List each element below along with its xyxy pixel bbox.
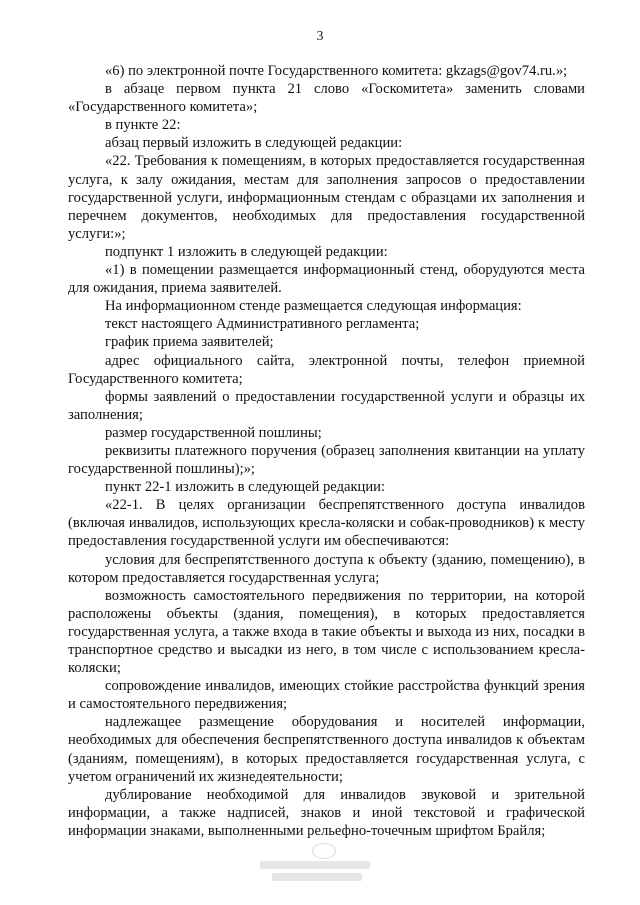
paragraph-clause-22-1-heading: пункт 22-1 изложить в следующей редакции: [105,479,386,496]
paragraph-clause-21: в абзаце первом пункта 21 слово «Госкомитета» заменить словами «Государственного комитета»; [68,81,585,116]
list-item: условия для беспрепятственного доступа к объекту (зданию, помещению), в котором предоставляется государственная услуга; [68,551,585,586]
stamp-line [272,873,362,881]
list-item: надлежащее размещение оборудования и носителей информации, необходимых для обеспечения беспрепятственного доступа инвалидов к объектам (зданиям, помещениям), в которых предоставляется государственная услуга, с учетом ограничений их жизнедеятельности; [68,714,585,785]
list-item: возможность самостоятельного передвижения по территории, на которой расположены объекты (здания, помещения), в которых предоставляется государственная услуга, а также входа в такие объекты и выхода из них, посадки в транспортное средство и высадки из него, в том числе с использованием кресла-коляски; [68,587,585,677]
list-item: адрес официального сайта, электронной почты, телефон приемной Государственного комитета; [68,352,585,387]
seal-icon [312,843,336,859]
list-item: дублирование необходимой для инвалидов звуковой и зрительной информации, а также надписей, знаков и иной текстовой и графической информации знаками, выполненными рельефно-точечным шрифтом Брайля; [68,786,585,839]
page-number: 3 [316,29,324,44]
paragraph-subclause-1-text: «1) в помещении размещается информационный стенд, оборудуются места для ожидания, приема заявителей. [68,262,585,297]
paragraph-clause-22-1-text: «22-1. В целях организации беспрепятственного доступа инвалидов (включая инвалидов, использующих кресла-коляски и собак-проводников) к месту предоставления государственной услуги им обеспечиваются: [68,497,585,550]
list-item: реквизиты платежного поручения (образец заполнения квитанции на уплату государственной пошлины);»; [68,442,585,478]
paragraph-first-abzac: абзац первый изложить в следующей редакции: [105,135,403,152]
list-item: размер государственной пошлины; [105,424,322,441]
paragraph-email-item: «6) по электронной почте Государственного комитета: gkzags@gov74.ru.»; [105,63,568,79]
paragraph-stand-info: На информационном стенде размещается следующая информация: [105,298,522,315]
document-body [68,62,585,840]
list-item: сопровождение инвалидов, имеющих стойкие расстройства функций зрения и самостоятельного передвижения; [68,678,585,713]
paragraph-clause-22-text: «22. Требования к помещениям, в которых предоставляется государственная услуга, к залу ожидания, местам для заполнения запросов о предоставлении государственной услуги, информационным стендам с образцами их заполнения и перечнем документов, необходимых для предоставления государственной услуги:»; [68,153,585,242]
faint-stamp [250,843,400,879]
list-item: график приема заявителей; [105,334,274,351]
list-item: текст настоящего Административного регламента; [105,316,420,333]
paragraph-clause-22-heading: в пункте 22: [105,117,181,134]
stamp-line [260,861,370,869]
list-item: формы заявлений о предоставлении государственной услуги и образцы их заполнения; [68,388,585,423]
paragraph-subclause-1-heading: подпункт 1 изложить в следующей редакции: [105,243,388,260]
